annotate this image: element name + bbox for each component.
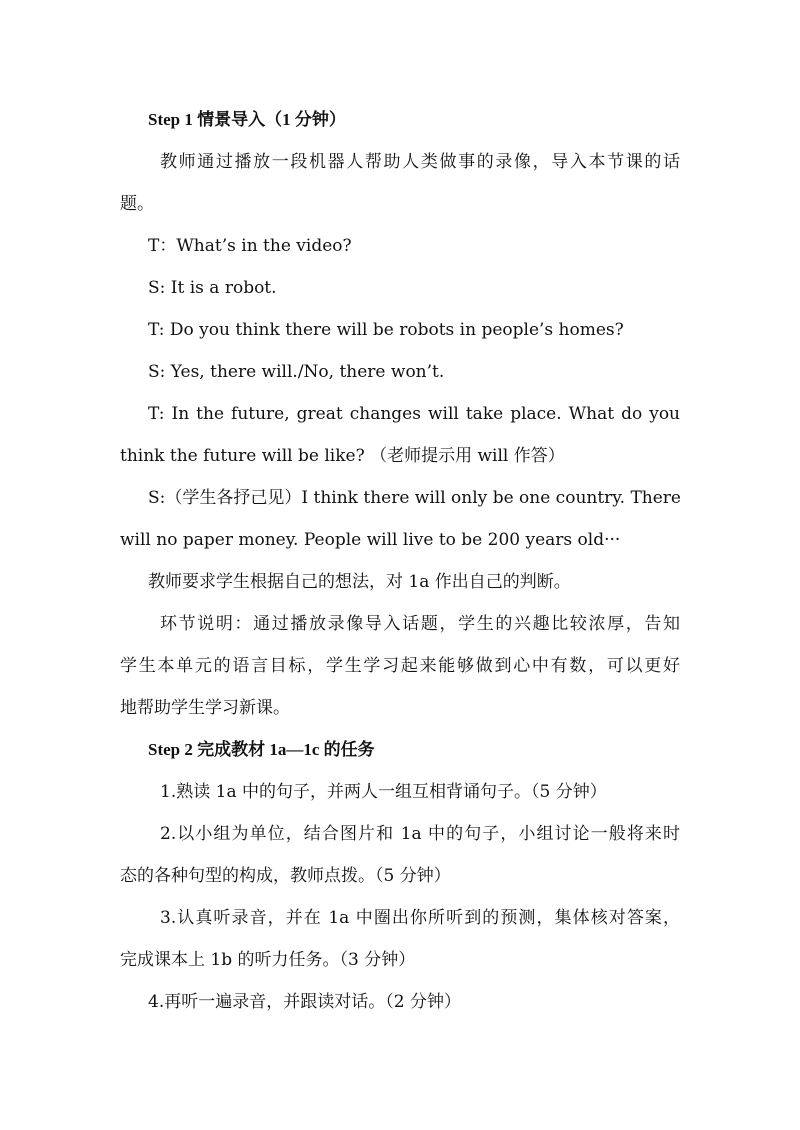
dialogue-line-4: S: Yes, there will./No, there won’t. [148,362,445,382]
step2-heading: Step 2 完成教材 1a—1c 的任务 [148,740,375,759]
step2-item-3-line1: 3.认真听录音，并在 1a 中圈出你所听到的预测，集体核对答案， [160,908,680,928]
step2-item-2-line2: 态的各种句型的构成，教师点拨。（5 分钟） [120,866,451,886]
step1-heading: Step 1 情景导入（1 分钟） [148,110,346,129]
step2-item-3-line2: 完成课本上 1b 的听力任务。（3 分钟） [120,950,416,970]
dialogue-line-7: S:（学生各抒己见）I think there will only be one country. There [148,488,681,508]
step2-item-2-line1: 2.以小组为单位，结合图片和 1a 中的句子，小组讨论一般将来时 [160,824,680,844]
dialogue-line-5: T: In the future, great changes will take place. What do you [148,404,680,424]
step1-note-line2: 学生本单元的语言目标，学生学习起来能够做到心中有数，可以更好 [120,656,680,676]
step2-item-4: 4.再听一遍录音，并跟读对话。（2 分钟） [148,992,461,1012]
dialogue-line-6: think the future will be like? （老师提示用 will 作答） [120,446,565,466]
dialogue-line-2: S: It is a robot. [148,278,277,298]
step2-item-1: 1.熟读 1a 中的句子，并两人一组互相背诵句子。（5 分钟） [160,782,607,802]
step1-note-line1: 环节说明：通过播放录像导入话题，学生的兴趣比较浓厚，告知 [160,614,680,634]
step1-intro-line1: 教师通过播放一段机器人帮助人类做事的录像，导入本节课的话 [160,152,680,172]
step1-task-line: 教师要求学生根据自己的想法，对 1a 作出自己的判断。 [148,572,571,592]
dialogue-line-1: T：What’s in the video? [148,236,352,256]
step1-intro-line2: 题。 [120,194,154,214]
dialogue-line-3: T: Do you think there will be robots in people’s homes? [148,320,624,340]
step1-note-line3: 地帮助学生学习新课。 [120,698,290,718]
dialogue-line-8: will no paper money. People will live to be 200 years old··· [120,530,621,550]
